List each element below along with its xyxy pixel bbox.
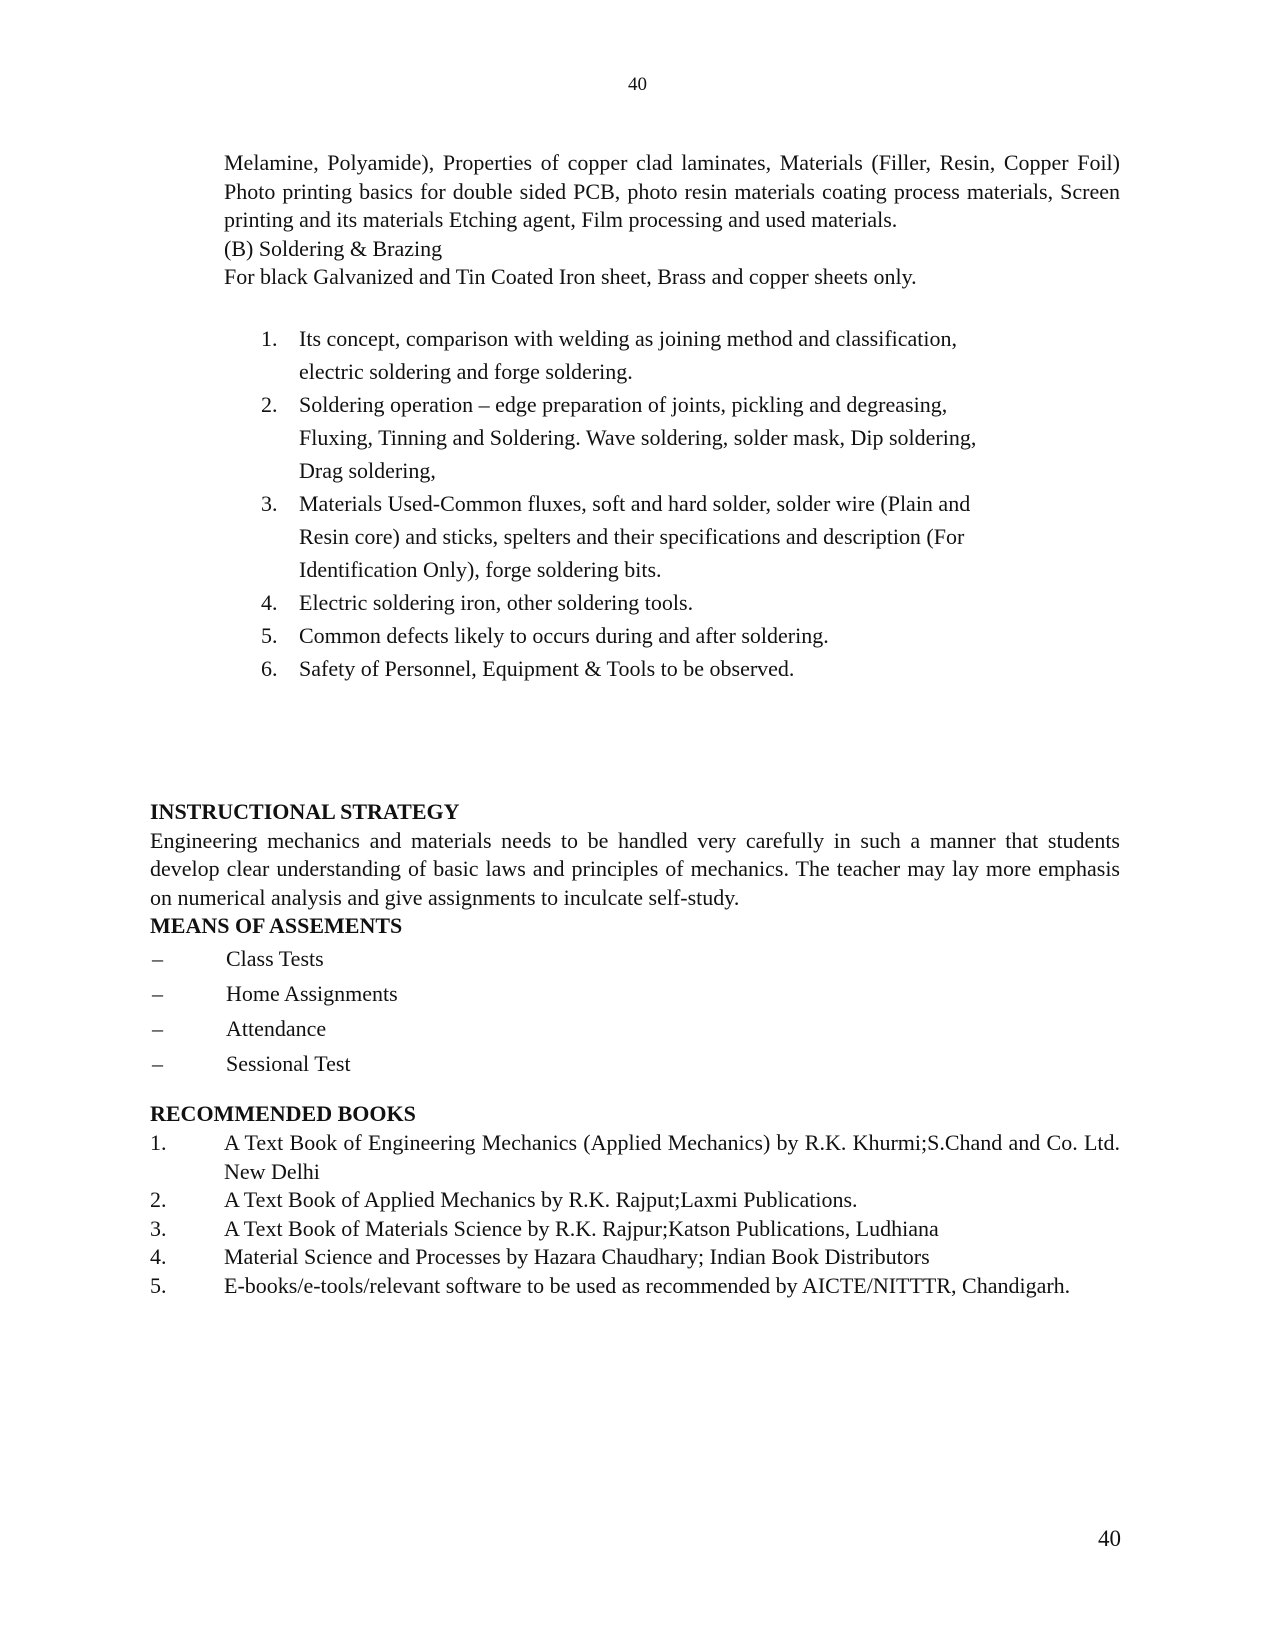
list-item-text [299,388,1081,487]
list-item-text: Home Assignments [226,981,398,1006]
section-b-scope: For black Galvanized and Tin Coated Iron sheet, Brass and copper sheets only. [224,264,917,289]
list-item-text: Material Science and Processes by Hazara Chaudhary; Indian Book Distributors [224,1244,930,1269]
list-item-text: E-books/e-tools/relevant software to be used as recommended by AICTE/NITTTR, Chandigarh. [224,1272,1071,1298]
section-a-continuation [224,149,1120,292]
list-item-line: Materials Used-Common fluxes, soft and hard solder, solder wire (Plain and [299,491,971,516]
dash-bullet: – [152,981,163,1006]
list-item-text: A Text Book of Engineering Mechanics (Applied Mechanics) by R.K. Khurmi;S.Chand and Co. Ltd. New Delhi [224,1130,1120,1184]
list-item-text: Attendance [226,1016,327,1041]
list-item-text: A Text Book of Applied Mechanics by R.K. Rajput;Laxmi Publications. [224,1187,858,1212]
page-number-bottom: 40 [1098,1526,1121,1551]
list-item-line: Fluxing, Tinning and Soldering. Wave soldering, solder mask, Dip soldering, [299,425,977,450]
list-item-number: 3. [150,1215,167,1241]
recommended-books-heading: RECOMMENDED BOOKS [150,1101,416,1126]
list-item-number: 5. [150,1272,167,1298]
list-item-text [299,322,1081,388]
list-item [150,1272,1120,1301]
list-item [150,1243,1120,1272]
instructional-strategy-section [150,798,1120,941]
list-item-text: Safety of Personnel, Equipment & Tools to be observed. [299,656,795,681]
section-a-tail-paragraph: Melamine, Polyamide), Properties of copper clad laminates, Materials (Filler, Resin, Copper Foil) Photo printing basics for double sided PCB, photo resin materials coating process materials, Screen printing and its materials Etching agent, Film processing and used materials. [224,150,1120,232]
list-item-text: Class Tests [226,946,324,971]
dash-bullet: – [152,1016,163,1041]
list-item-number: 3. [261,491,278,516]
list-item-line: Identification Only), forge soldering bits. [299,557,662,582]
list-item-number: 6. [261,656,278,681]
list-item [150,976,1050,1011]
list-item [150,1186,1120,1215]
list-item-number: 4. [150,1244,167,1269]
list-item-line: Soldering operation – edge preparation of joints, pickling and degreasing, [299,392,948,417]
list-item [150,1129,1120,1186]
section-b-title: (B) Soldering & Brazing [224,235,443,261]
list-item [150,1046,1050,1081]
list-item [261,586,1081,619]
list-item-line: Drag soldering, [299,458,436,483]
list-item [261,487,1081,586]
list-item-text [299,487,1081,586]
soldering-topics-list [261,322,1081,685]
instructional-strategy-heading: INSTRUCTIONAL STRATEGY [150,799,460,824]
list-item-text: Sessional Test [226,1051,351,1076]
list-item [150,941,1050,976]
list-item-line: electric soldering and forge soldering. [299,359,633,384]
list-item-text: Electric soldering iron, other soldering tools. [299,590,694,615]
list-item-number: 2. [261,392,278,417]
recommended-books-list [150,1129,1120,1300]
list-item [150,1215,1120,1244]
list-item-text: A Text Book of Materials Science by R.K. Rajpur;Katson Publications, Ludhiana [224,1215,939,1241]
assessment-list [150,941,1050,1081]
list-item-text: Common defects likely to occurs during and after soldering. [299,623,829,648]
list-item-number: 5. [261,623,278,648]
dash-bullet: – [152,1051,163,1076]
dash-bullet: – [152,946,163,971]
list-item [261,388,1081,487]
list-item-line: Its concept, comparison with welding as joining method and classification, [299,326,958,351]
list-item-number: 1. [261,326,278,351]
instructional-strategy-body: Engineering mechanics and materials needs to be handled very carefully in such a manner that students develop clear understanding of basic laws and principles of mechanics. The teacher may lay more emphasis on numerical analysis and give assignments to inculcate self-study. [150,827,1120,910]
list-item-number: 4. [261,590,278,615]
list-item [261,619,1081,652]
list-item-line: Resin core) and sticks, spelters and their specifications and description (For [299,524,965,549]
list-item [150,1011,1050,1046]
list-item [261,652,1081,685]
page-number-top: 40 [628,74,647,95]
list-item-number: 1. [150,1130,167,1155]
list-item-number: 2. [150,1187,167,1212]
means-of-assessment-heading: MEANS OF ASSEMENTS [150,913,403,938]
list-item [261,322,1081,388]
